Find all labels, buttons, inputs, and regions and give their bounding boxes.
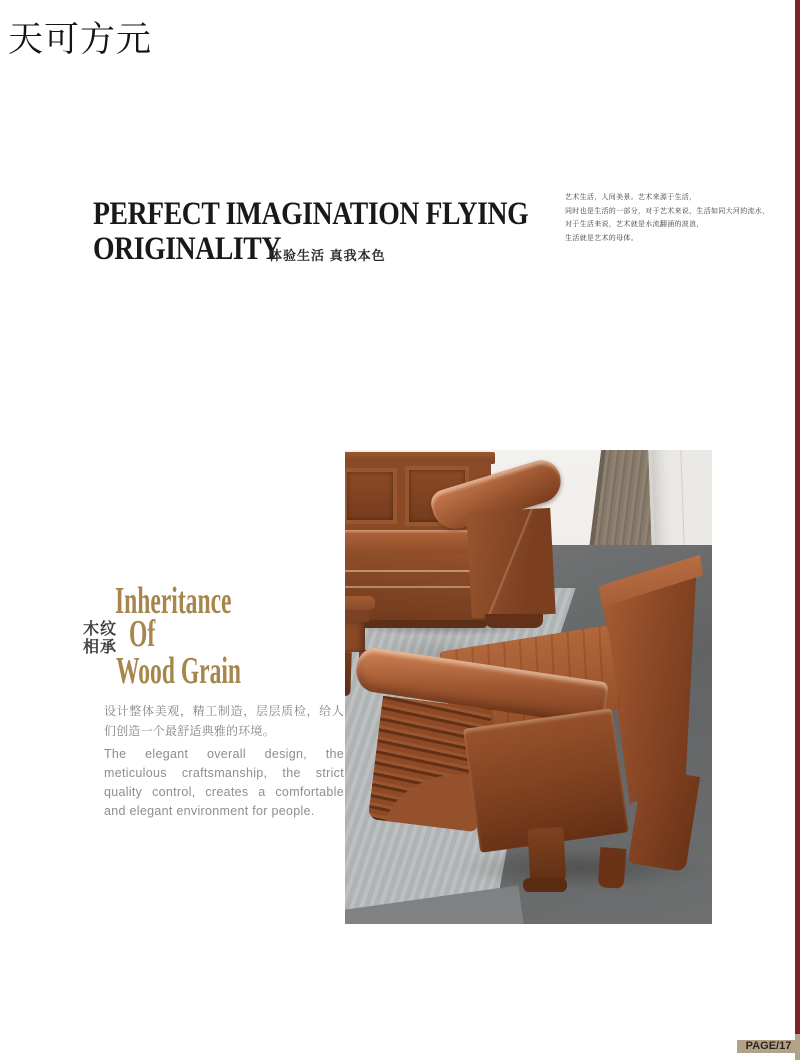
side-table-body — [345, 622, 365, 652]
page-title-line1: PERFECT IMAGINATION FLYING — [93, 196, 529, 232]
intro-line: 同时也是生活的一部分，对于艺术来说，生活如同大河的流水， — [565, 207, 770, 215]
product-photo — [345, 450, 712, 924]
feature-title-en-2: Of — [129, 613, 156, 655]
feature-title-block — [83, 580, 323, 704]
intro-line: 对于生活来说，艺术就是水流翻涌的波浪， — [565, 221, 704, 228]
desc-zh-line: 设计整体美观，精工制造，层层质检，给人 — [104, 704, 344, 718]
side-accent-strip — [795, 0, 800, 1034]
feature-title-zh — [83, 621, 117, 657]
desc-en-line: quality control, creates a comfortable — [104, 785, 344, 799]
armchair-foot — [523, 878, 567, 892]
desc-en-line: The elegant overall design, the — [104, 747, 344, 761]
page-number-badge: PAGE/17 — [737, 1040, 800, 1053]
page-title-line2: ORIGINALITY — [93, 231, 281, 267]
intro-paragraph — [565, 191, 769, 245]
side-table-top — [345, 596, 375, 610]
sofa-back-panel — [345, 468, 397, 524]
brand-logo: 天可方元 — [8, 20, 153, 59]
intro-line: 艺术生活，人间美景。艺术来源于生活， — [565, 194, 697, 201]
desc-zh-line: 们创造一个最舒适典雅的环境。 — [104, 724, 275, 738]
sofa-leg — [485, 614, 543, 628]
feature-title-en-3: Wood Grain — [116, 650, 242, 692]
feature-title-en-1: Inheritance — [115, 580, 232, 622]
headline-block — [93, 197, 611, 267]
desc-en-line: meticulous craftsmanship, the strict — [104, 766, 344, 780]
feature-title-zh-1: 木纹 — [83, 621, 118, 638]
page-subtitle: 体验生活 真我本色 — [269, 248, 386, 263]
feature-title-zh-2: 相承 — [83, 639, 118, 656]
intro-line: 生活就是艺术的母体。 — [565, 234, 638, 242]
sofa-armrest-panel — [466, 508, 555, 618]
desc-en-line: and elegant environment for people. — [104, 804, 315, 818]
feature-description — [104, 701, 344, 821]
side-table-apron — [345, 610, 369, 622]
armchair-leg — [598, 847, 627, 889]
